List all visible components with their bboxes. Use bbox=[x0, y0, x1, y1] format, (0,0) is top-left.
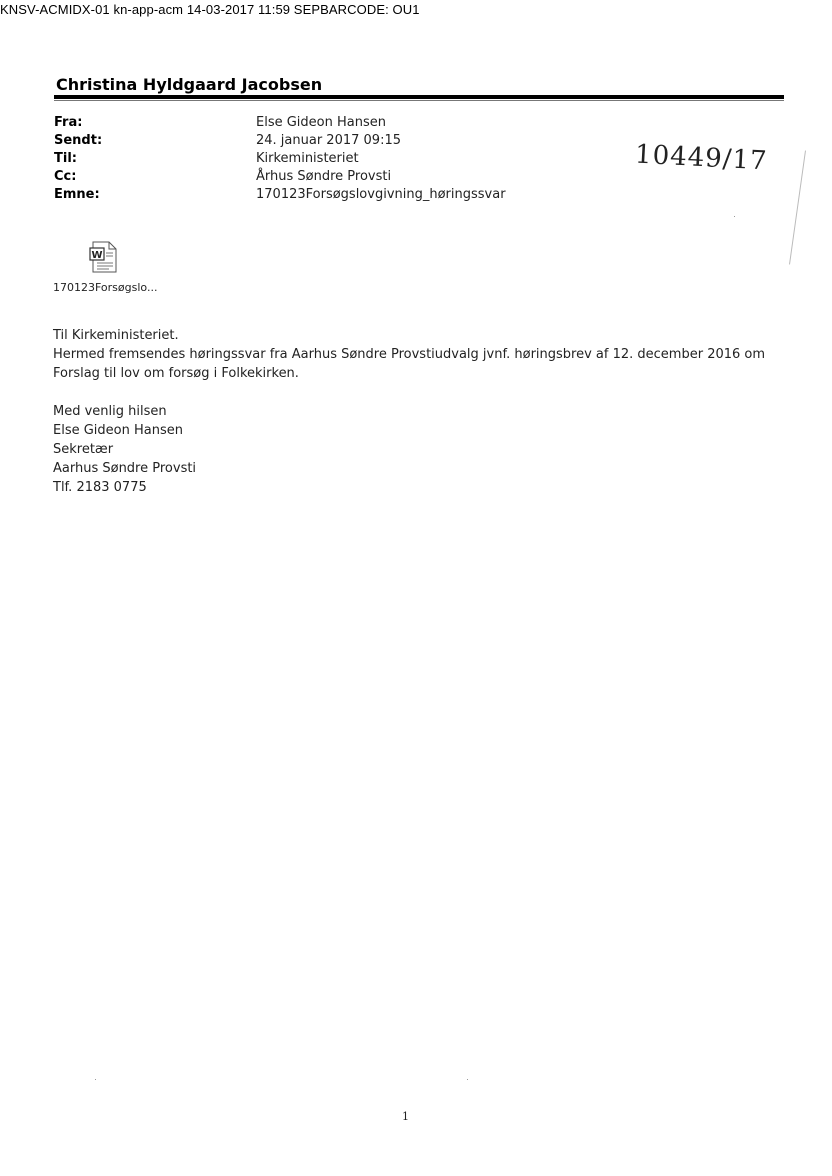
signature-phone: Tlf. 2183 0775 bbox=[53, 480, 147, 495]
subject-label: Emne: bbox=[54, 187, 100, 202]
meta-row-subject bbox=[54, 187, 654, 205]
header-divider-thick bbox=[54, 95, 784, 99]
meta-row-sent bbox=[54, 133, 654, 151]
svg-text:W: W bbox=[91, 250, 103, 261]
scan-speck bbox=[467, 1079, 468, 1080]
handwritten-case-number: 10449/17 bbox=[634, 139, 769, 177]
greeting-line: Til Kirkeministeriet. bbox=[53, 328, 179, 343]
from-value: Else Gideon Hansen bbox=[256, 115, 386, 130]
email-body bbox=[53, 326, 793, 497]
cc-value: Århus Søndre Provsti bbox=[256, 169, 392, 184]
subject-value: 170123Forsøgslovgivning_høringssvar bbox=[256, 187, 506, 202]
sent-label: Sendt: bbox=[54, 133, 103, 148]
fax-header-line: KNSV-ACMIDX-01 kn-app-acm 14-03-2017 11:59 SEPBARCODE: OU1 bbox=[0, 2, 420, 17]
sent-value: 24. januar 2017 09:15 bbox=[256, 133, 401, 148]
meta-row-cc bbox=[54, 169, 654, 187]
to-value: Kirkeministeriet bbox=[256, 151, 359, 166]
word-document-icon[interactable] bbox=[89, 241, 119, 273]
signature-title: Sekretær bbox=[53, 442, 114, 457]
meta-row-from bbox=[54, 115, 654, 133]
meta-row-to bbox=[54, 151, 654, 169]
to-label: Til: bbox=[54, 151, 77, 166]
signature-name: Else Gideon Hansen bbox=[53, 423, 183, 438]
scan-speck bbox=[734, 216, 735, 217]
attachment-filename[interactable]: 170123Forsøgslo... bbox=[53, 281, 158, 294]
signature-closing: Med venlig hilsen bbox=[53, 404, 167, 419]
scan-artifact-line bbox=[789, 150, 806, 264]
from-label: Fra: bbox=[54, 115, 83, 130]
mailbox-owner-name: Christina Hyldgaard Jacobsen bbox=[56, 75, 323, 94]
scan-speck bbox=[95, 1079, 96, 1080]
message-paragraph: Hermed fremsendes høringssvar fra Aarhus Søndre Provstiudvalg jvnf. høringsbrev af 12. december 2016 om Forslag til lov om forsøg i Folkekirken. bbox=[53, 347, 766, 381]
header-divider-thin bbox=[54, 100, 784, 101]
signature-organization: Aarhus Søndre Provsti bbox=[53, 461, 197, 476]
page-number: 1 bbox=[402, 1110, 409, 1123]
email-metadata bbox=[54, 115, 654, 205]
paragraph-spacer bbox=[53, 383, 793, 402]
cc-label: Cc: bbox=[54, 169, 77, 184]
